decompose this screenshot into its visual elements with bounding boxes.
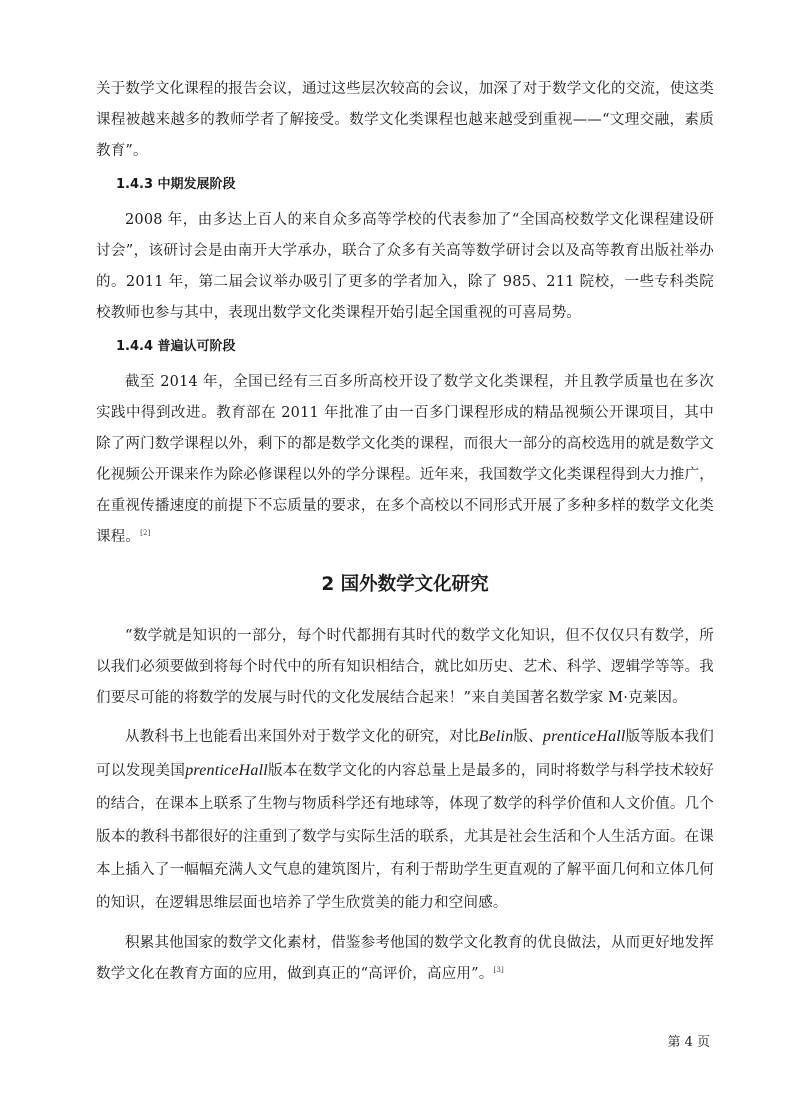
section-2-title: 2 国外数学文化研究 [321,574,489,595]
belin-edition: Belin [478,728,514,745]
paragraph-5 [96,720,714,920]
paragraph-2 [96,205,714,329]
paragraph-6-text: 积累其他国家的数学文化素材，借鉴参考他国的数学文化教育的优良做法，从而更好地发挥数学文化在教育方面的应用，做到真正的“高评价，高应用”。 [96,935,714,982]
page-number: 第 4 页 [667,1035,710,1050]
heading-1-4-4: 1.4.4 普遍认可阶段 [116,339,236,354]
paragraph-4 [96,621,714,714]
citation-3: [3] [493,966,504,975]
paragraph-5-text-3: 版等版本我们可以发现美国 [96,729,714,779]
heading-1-4-3: 1.4.3 中期发展阶段 [116,177,236,192]
citation-2: [2] [140,529,151,538]
paragraph-1-text: 关于数学文化课程的报告会议，通过这些层次较高的会议，加深了对于数学文化的交流，使这类课程被越来越多的教师学者了解接受。数学文化类课程也越来越受到重视——“文理交融，素质教育”。 [96,81,714,159]
prentice-hall-edition: prenticeHall [542,728,626,745]
paragraph-3-text: 截至 2014 年，全国已经有三百多所高校开设了数学文化类课程，并且教学质量也在多次实践中得到改进。教育部在 2011 年批准了由一百多门课程形成的精品视频公开课项目，其中除了两门数学课程以外，剩下的都是数学文化类的课程，而很大一部分的高校选用的就是数学文化视频公开课来作为除必修课程以外的学分课程。近年来，我国数学文化类课程得到大力推广，在重视传播速度的前提下不忘质量的要求，在多个高校以不同形式开展了多种多样的数学文化类课程。 [96,374,714,545]
paragraph-1 [96,74,714,167]
paragraph-5-text-4: 版本在数学文化的内容总量上是最多的，同时将数学与科学技术较好的结合，在课本上联系了生物与物质科学还有地球等，体现了数学的科学价值和人文价值。几个版本的教科书都很好的注重到了数学与实际生活的联系，尤其是社会生活和个人生活方面。在课本上插入了一幅幅充满人文气息的建筑图片，有利于帮助学生更直观的了解平面几何和立体几何的知识，在逻辑思维层面也培养了学生欣赏美的能力和空间感。 [96,763,714,911]
paragraph-5-text-1: 从教科书上也能看出来国外对于数学文化的研究，对比 [125,729,479,745]
paragraph-3 [96,367,714,553]
page-body [96,74,714,990]
paragraph-4-text: “数学就是知识的一部分，每个时代都拥有其时代的数学文化知识，但不仅仅只有数学，所以我们必须要做到将每个时代中的所有知识相结合，就比如历史、艺术、科学、逻辑学等等。我们要尽可能的将数学的发展与时代的文化发展结合起来！”来自美国著名数学家 M·克莱因。 [96,628,714,706]
paragraph-6 [96,928,714,990]
paragraph-5-text-2: 版、 [513,729,543,745]
paragraph-2-text: 2008 年，由多达上百人的来自众多高等学校的代表参加了“全国高校数学文化课程建设研讨会”，该研讨会是由南开大学承办，联合了众多有关高等数学研讨会以及高等教育出版社举办的。2011 年，第二届会议举办吸引了更多的学者加入，除了 985、211 院校，一些专科类院校教师也参与其中，表现出数学文化类课程开始引起全国重视的可喜局势。 [96,212,714,321]
prentice-hall-edition: prenticeHall [185,762,268,779]
